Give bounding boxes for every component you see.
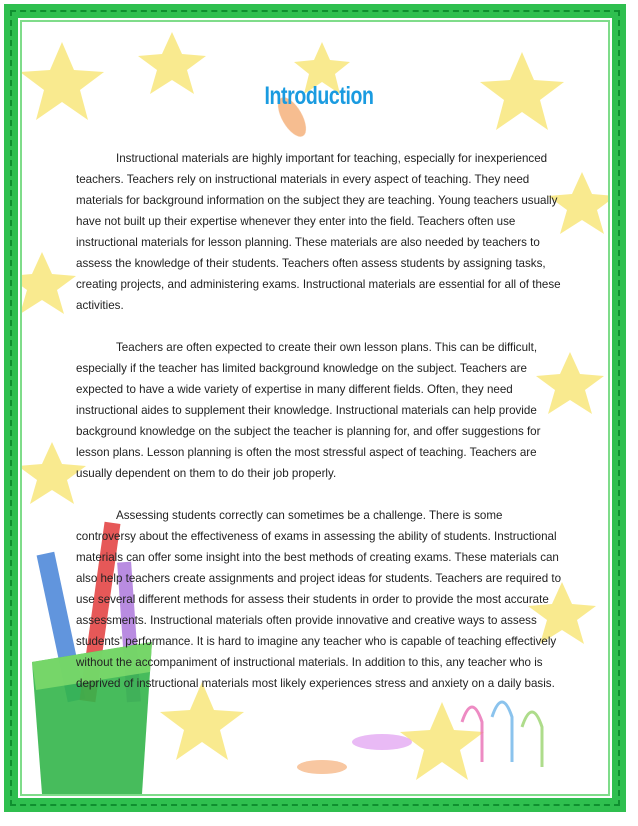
paragraph-3: Assessing students correctly can sometimes be a challenge. There is some controversy about the effectiveness of exams in assessing the ability of students. Instructional materials can offer some insight into the best methods of creating exams. These materials can also help teachers create assignments and project ideas for students. Teachers are required to use several different methods for assess their students in order to provide the most accurate assessments. Instructional materials often provide innovative and creative ways to assess students' performance. It is hard to imagine any teacher who is capable of teaching effectively without the accompaniment of instructional materials. In addition to this, any teacher who is deprived of instructional materials most likely experiences stress and anxiety on a daily basis. (76, 509, 562, 690)
page-title: Introduction (264, 82, 374, 110)
paragraph-1: Instructional materials are highly important for teaching, especially for inexperienced teachers. Teachers rely on instructional materials in every aspect of teaching. They need materials for background information on the subject they are teaching. Young teachers usually have not built up their expertise whenever they enter into the field. Teachers often use instructional materials for lesson planning. These materials are also needed by teachers to assess the knowledge of their students. Teachers often assess students by assigning tasks, creating projects, and administering exams. Instructional materials are essential for all of these activities. (76, 152, 561, 312)
paragraph-2: Teachers are often expected to create their own lesson plans. This can be difficult, especially if the teacher has limited background knowledge on the subject. Teachers are expected to have a wide variety of expertise in many different fields. Often, they need instructional aides to supplement their knowledge. Instructional materials can help provide background knowledge on the subject the teacher is planning for, and offer suggestions for lesson plans. Lesson planning is often the most stressful aspect of teaching. Teachers are usually dependent on them to do their job properly. (76, 341, 541, 480)
body-text (76, 148, 564, 715)
